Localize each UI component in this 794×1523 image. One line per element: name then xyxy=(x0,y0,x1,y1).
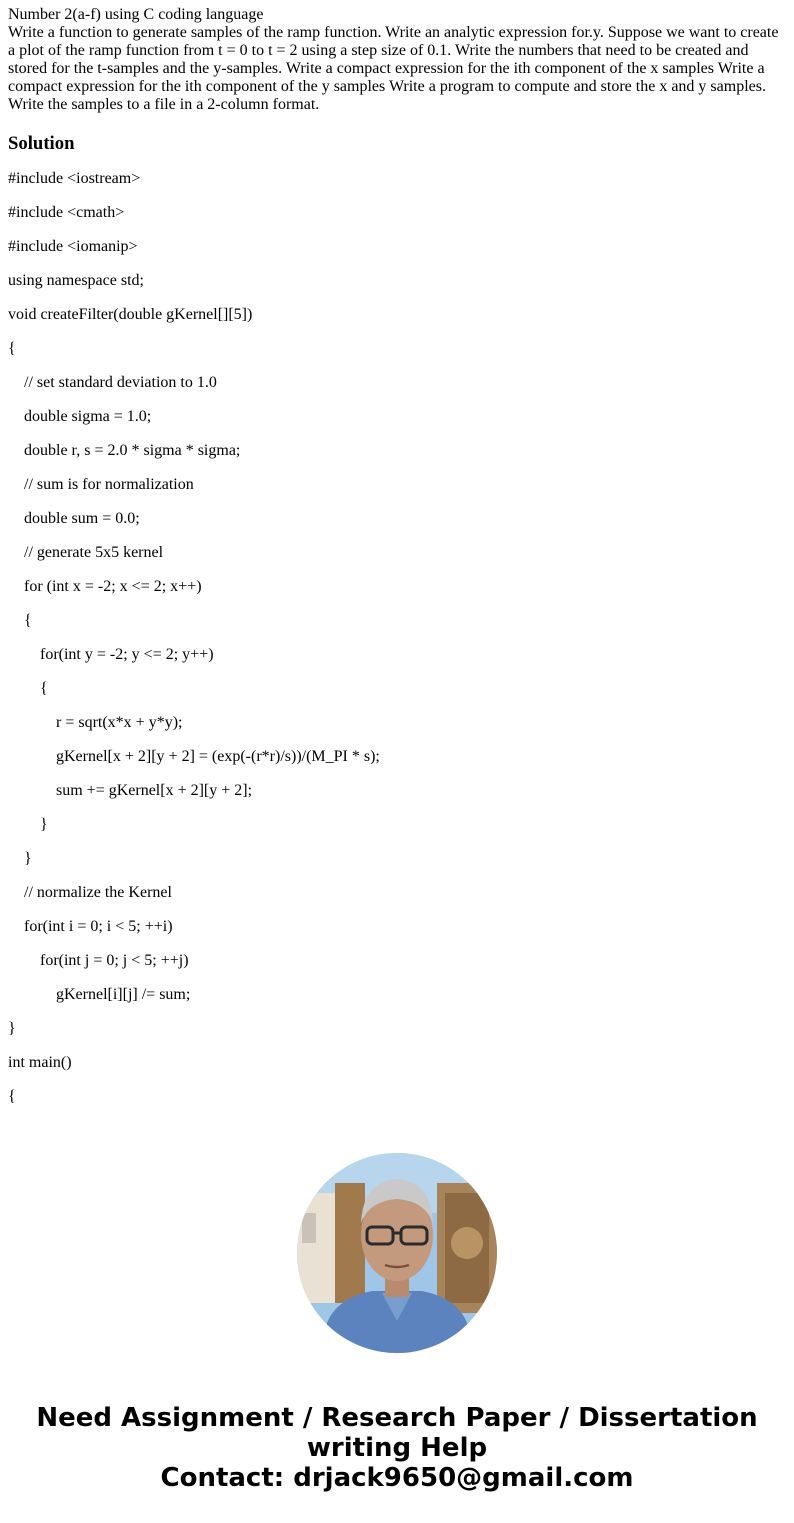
code-line: sum += gKernel[x + 2][y + 2]; xyxy=(8,782,253,799)
code-line: for(int i = 0; i < 5; ++i) xyxy=(8,918,173,935)
code-line: using namespace std; xyxy=(8,272,144,289)
code-line: // sum is for normalization xyxy=(8,476,194,493)
code-line: gKernel[x + 2][y + 2] = (exp(-(r*r)/s))/(M_PI * s); xyxy=(8,748,380,765)
code-line: void createFilter(double gKernel[][5]) xyxy=(8,306,253,323)
code-line: double r, s = 2.0 * sigma * sigma; xyxy=(8,442,241,459)
avatar-portrait-icon xyxy=(297,1153,497,1353)
code-line: // generate 5x5 kernel xyxy=(8,544,164,561)
promo-line-1: Need Assignment / Research Paper / Dissertation xyxy=(36,1403,758,1433)
code-line: { xyxy=(8,340,16,357)
code-line: // normalize the Kernel xyxy=(8,884,172,901)
code-line: #include <iomanip> xyxy=(8,238,138,255)
code-line: int main() xyxy=(8,1054,72,1071)
code-line: } xyxy=(8,850,32,867)
author-avatar xyxy=(297,1153,497,1353)
code-line: } xyxy=(8,1020,16,1037)
code-line: #include <iostream> xyxy=(8,170,141,187)
code-line: #include <cmath> xyxy=(8,204,125,221)
solution-heading: Solution xyxy=(8,133,75,154)
code-line: for(int y = -2; y <= 2; y++) xyxy=(8,646,214,663)
code-line: for (int x = -2; x <= 2; x++) xyxy=(8,578,202,595)
document-content xyxy=(8,6,786,1122)
code-line: // set standard deviation to 1.0 xyxy=(8,374,217,391)
code-line: gKernel[i][j] /= sum; xyxy=(8,986,191,1003)
code-line: } xyxy=(8,816,48,833)
code-block xyxy=(8,170,786,1106)
promo-contact: Contact: drjack9650@gmail.com xyxy=(160,1463,634,1493)
code-line: { xyxy=(8,680,48,697)
code-line: double sum = 0.0; xyxy=(8,510,140,527)
promo-line-2: writing Help xyxy=(306,1433,488,1463)
code-line: { xyxy=(8,1088,16,1105)
code-line: r = sqrt(x*x + y*y); xyxy=(8,714,183,731)
question-text: Write a function to generate samples of the ramp function. Write an analytic expression for.y. Suppose we want to create a plot of the ramp function from t = 0 to t = 2 using a step size of 0.1. Write the numbers that need to be created and stored for the t-samples and the y-samples. Write a compact expression for the ith component of the x samples Write a compact expression for the ith component of the y samples Write a program to compute and store the x and y samples. Write the samples to a file in a 2-column format. xyxy=(8,24,779,113)
question-title: Number 2(a-f) using C coding language xyxy=(8,6,264,23)
code-line: for(int j = 0; j < 5; ++j) xyxy=(8,952,189,969)
promo-banner xyxy=(0,1403,794,1493)
code-line: double sigma = 1.0; xyxy=(8,408,152,425)
code-line: { xyxy=(8,612,32,629)
